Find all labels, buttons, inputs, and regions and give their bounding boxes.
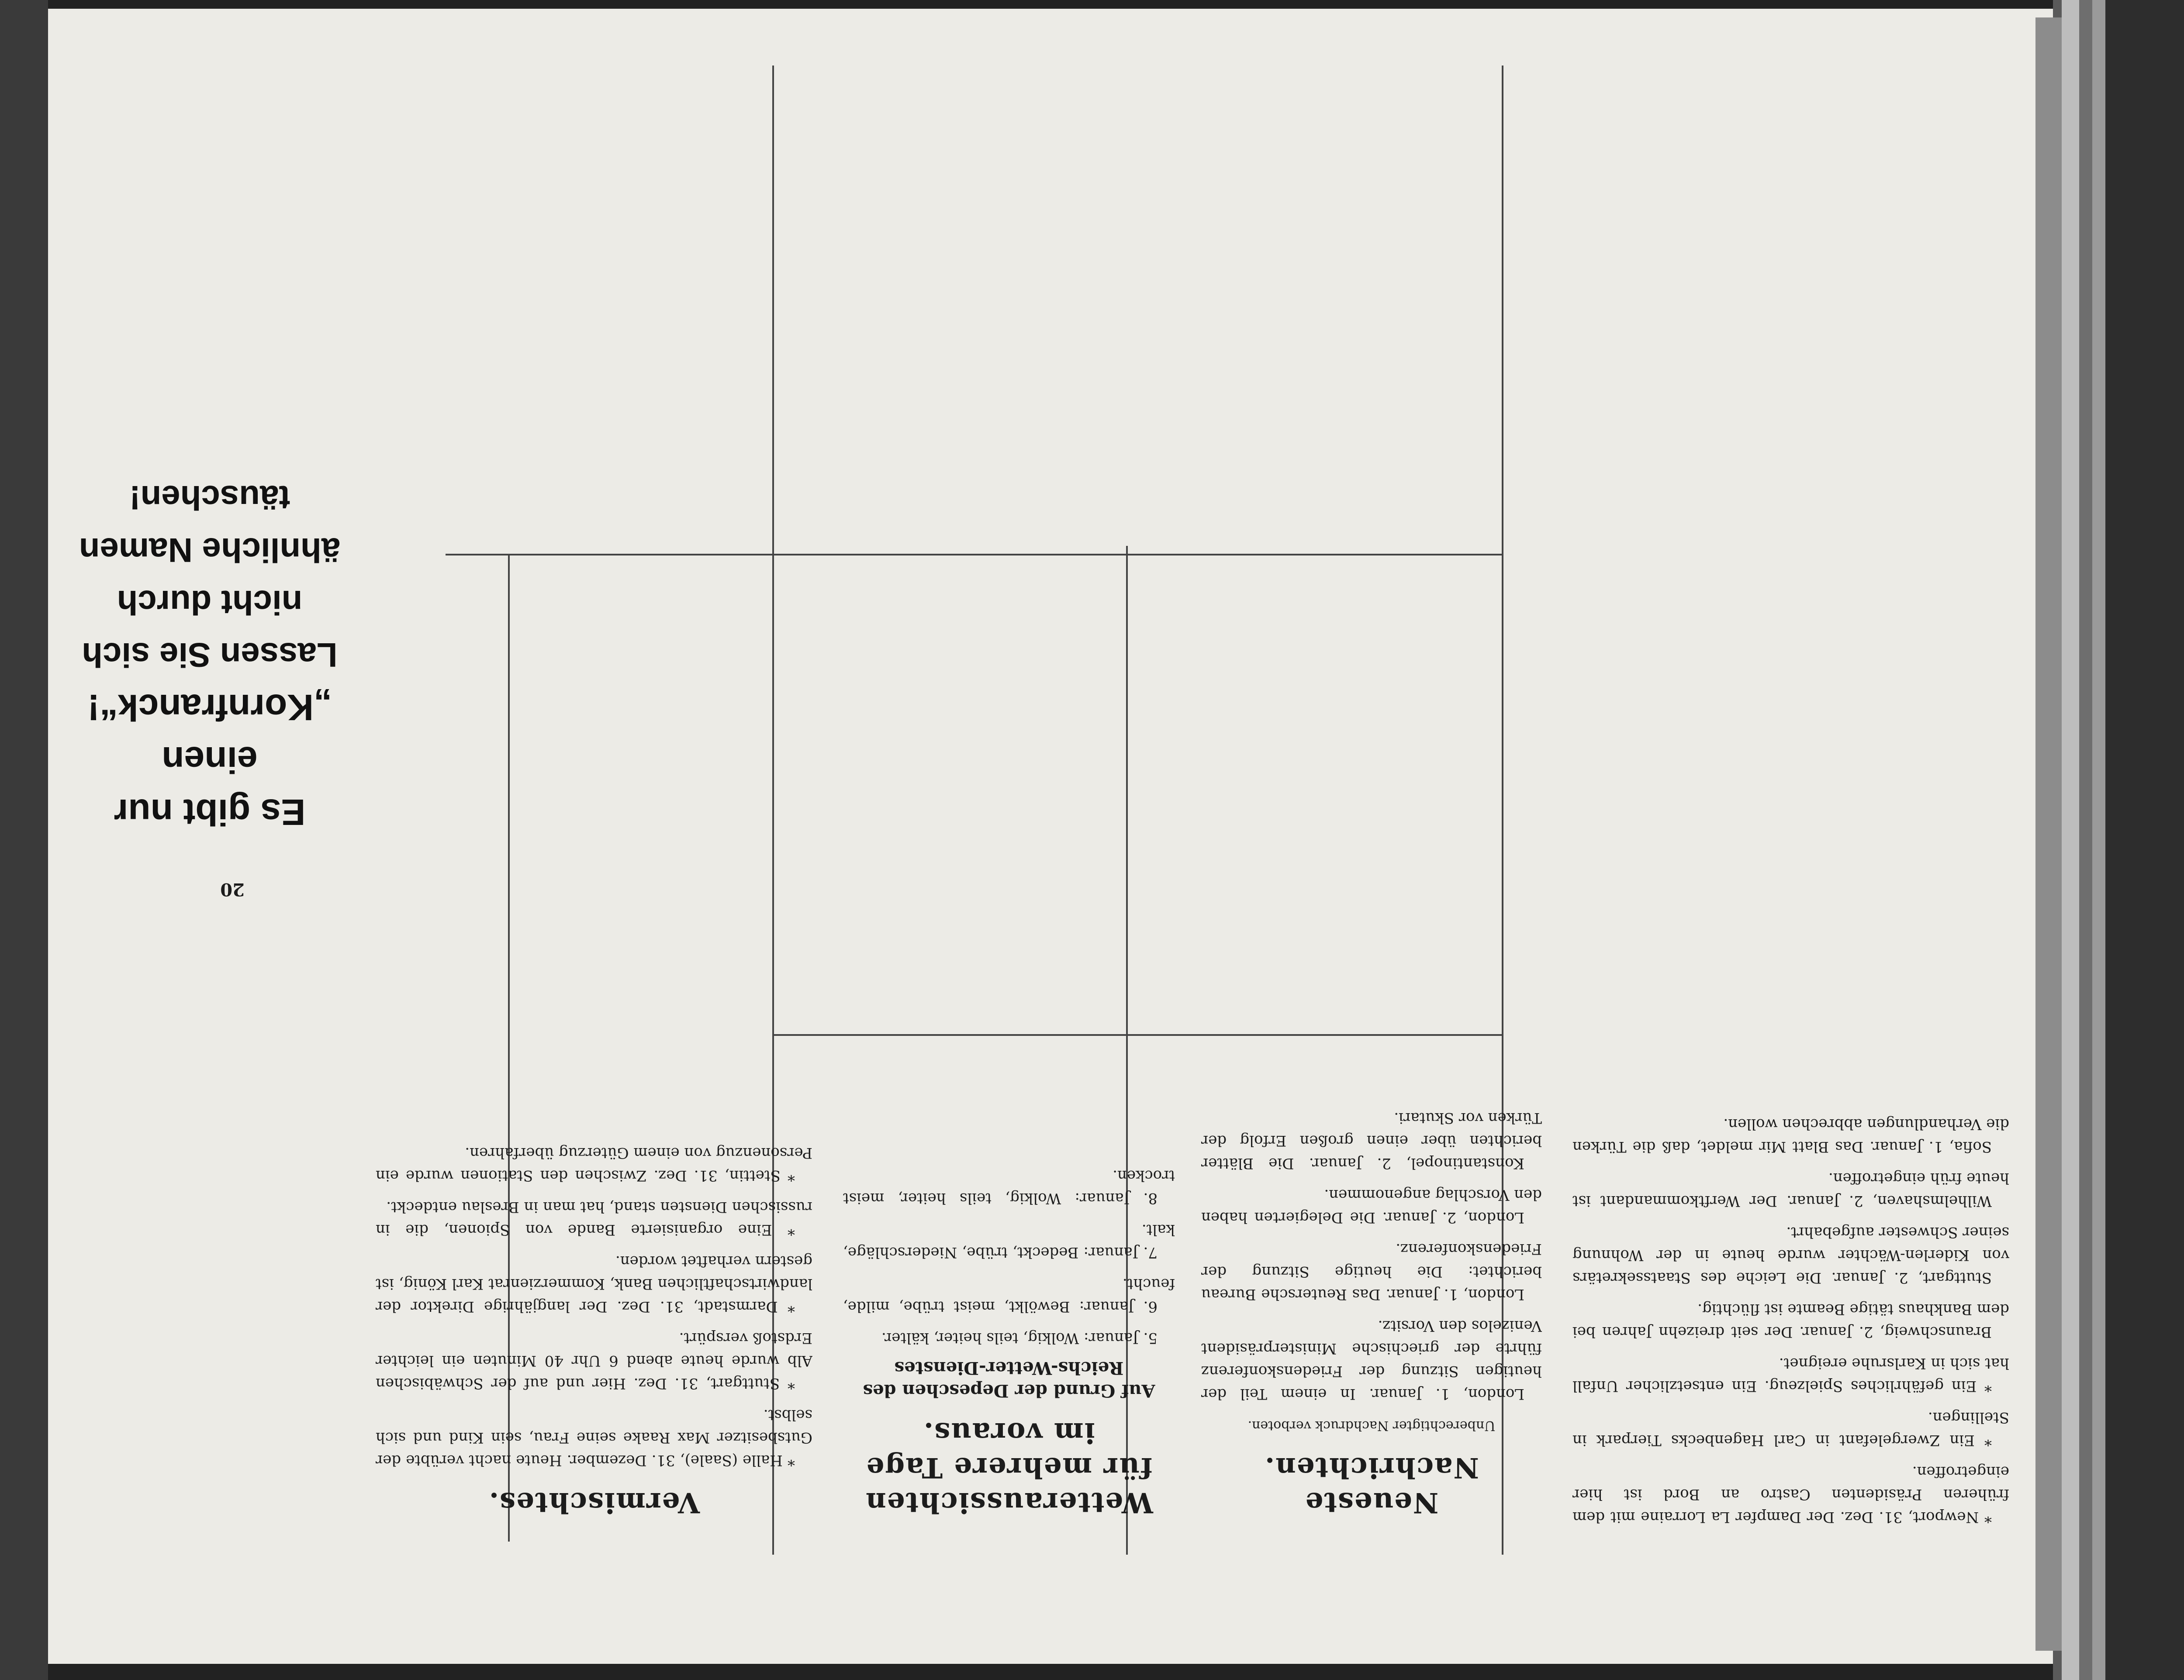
paragraph: Sofia, 1. Januar. Das Blatt Mir meldet, daß die Türken die Verhandlungen abbrechen wollen. bbox=[1572, 1115, 2009, 1156]
wetter-subtitle: Auf Grund der Depeschen des Reichs-Wetter-Dienstes bbox=[863, 1358, 1155, 1401]
paragraph: London, 1. Januar. In einem Teil der heutigen Sitzung der Friedenskonferenz führte der griechische Ministerpräsident Venizelos den Vorsitz. bbox=[1201, 1317, 1542, 1403]
paragraph: Stuttgart, 2. Januar. Die Leiche des Staatssekretärs von Kiderlen-Wächter wurde heute in der Wohnung seiner Schwester aufgebahrt. bbox=[1572, 1224, 2009, 1287]
paragraph: * Stettin, 31. Dez. Zwischen den Stationen wurde ein Personenzug von einem Güterzug überfahren. bbox=[376, 1144, 812, 1184]
section-heading-wetter: Wetteraussichten für mehrere Tage im voraus. bbox=[865, 1416, 1153, 1519]
column-neueste-nachrichten bbox=[1201, 131, 1542, 1528]
kornfranck-advertisement bbox=[61, 472, 358, 838]
ad-line-2: Lassen Sie sich nicht durch bbox=[82, 583, 338, 674]
paragraph: * Ein gefährliches Spielzeug. Ein entsetzlicher Unfall hat sich in Karlsruhe ereignet. bbox=[1572, 1355, 2009, 1395]
reprint-note: Unberechtigter Nachdruck verboten. bbox=[1248, 1418, 1496, 1433]
paragraph: Braunschweig, 2. Januar. Der seit dreizehn Jahren bei dem Bankhaus tätige Beamte ist flüchtig. bbox=[1572, 1301, 2009, 1341]
paragraph: Wilhelmshaven, 2. Januar. Der Werftkommandant ist heute früh eingetroffen. bbox=[1572, 1169, 2009, 1210]
ad-line-1: Es gibt nur einen „Kornfranck“! bbox=[87, 687, 332, 833]
newspaper-page bbox=[52, 48, 2027, 1581]
page-number: 20 bbox=[220, 879, 245, 900]
paragraph: London, 1. Januar. Das Reutersche Bureau berichtet: Die heutige Sitzung der Friedenskonferenz. bbox=[1201, 1240, 1542, 1303]
weather-day: 8. Januar: Wolkig, teils heiter, meist trocken. bbox=[843, 1167, 1175, 1207]
ad-line-3: ähnliche Namen täuschen! bbox=[79, 479, 341, 569]
paragraph: Konstantinopel, 2. Januar. Die Blätter berichten über einen großen Erfolg der Türken vor Skutari. bbox=[1201, 1109, 1542, 1172]
paragraph: * Newport, 31. Dez. Der Dampfer La Lorraine mit dem früheren Präsidenten Castro an Bord ist hier eingetroffen. bbox=[1572, 1463, 2009, 1526]
paragraph: London, 2. Januar. Die Delegierten haben den Vorschlag angenommen. bbox=[1201, 1186, 1542, 1226]
weather-day: 6. Januar: Bewölkt, meist trübe, milde, feucht. bbox=[843, 1275, 1175, 1315]
paragraph: * Darmstadt, 31. Dez. Der langjährige Direktor der landwirtschaftlichen Bank, Kommerzienrat Karl König, ist gestern verhaftet worden. bbox=[376, 1252, 812, 1315]
weather-day: 7. Januar: Bedeckt, trübe, Niederschläge, kalt. bbox=[843, 1221, 1175, 1261]
column-right bbox=[1572, 131, 2009, 1528]
column-wetter bbox=[843, 131, 1175, 1528]
paragraph: * Stuttgart, 31. Dez. Hier und auf der Schwäbischen Alb wurde heute abend 6 Uhr 40 Minuten ein leichter Erdstoß verspürt. bbox=[376, 1329, 812, 1392]
section-heading-neueste: Neueste Nachrichten. bbox=[1264, 1451, 1479, 1519]
paragraph: * Halle (Saale), 31. Dezember. Heute nacht verübte der Gutsbesitzer Max Raake seine Frau, sein Kind und sich selbst. bbox=[376, 1406, 812, 1469]
column-vermischtes bbox=[376, 131, 812, 1528]
paragraph: * Ein Zwergelefant in Carl Hagenbecks Tierpark in Stellingen. bbox=[1572, 1409, 2009, 1449]
section-heading-vermischtes: Vermischtes. bbox=[488, 1486, 700, 1519]
weather-day: 5. Januar: Wolkig, teils heiter, kälter. bbox=[881, 1329, 1158, 1347]
paragraph: * Eine organisierte Bande von Spionen, die in russischen Diensten stand, hat man in Breslau entdeckt. bbox=[376, 1198, 812, 1238]
